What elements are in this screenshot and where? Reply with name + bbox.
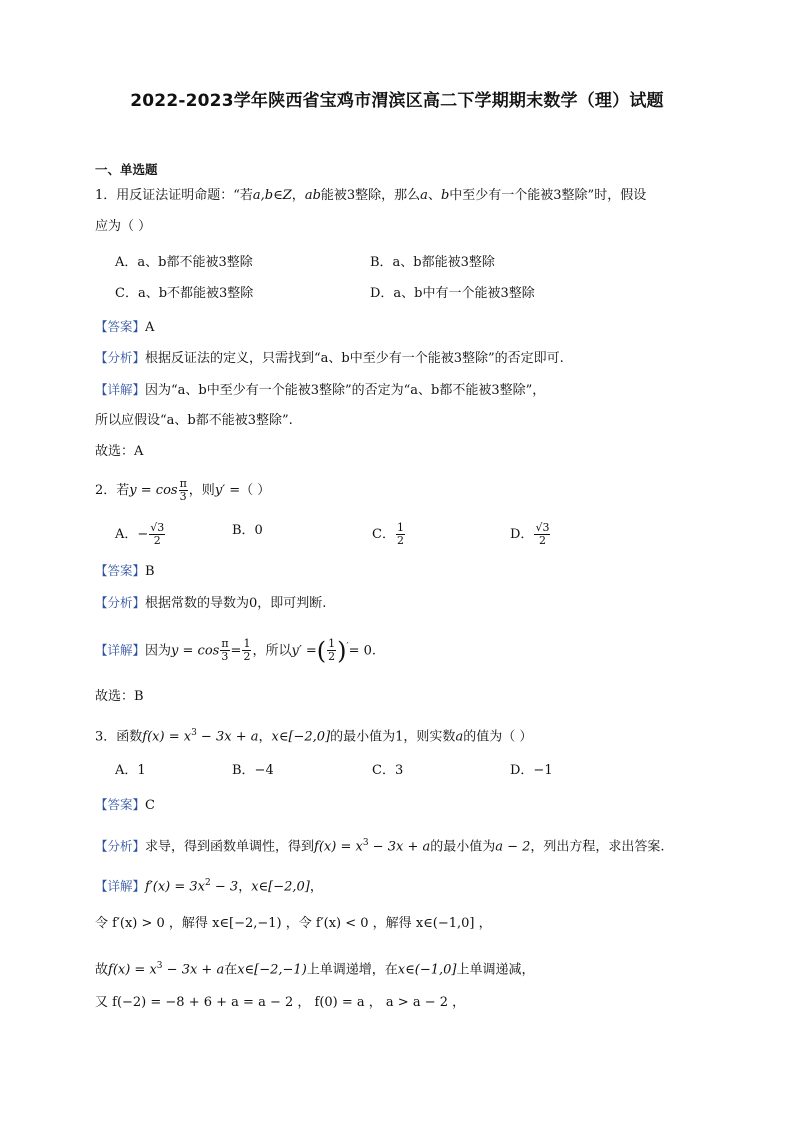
q1-stem: 1．用反证法证明命题：“若a,b∈Z，ab能被3整除，那么a、b中至少有一个能被3整除”时，假设 (95, 188, 647, 203)
q3-detail-4: 又 f(−2) = −8 + 6 + a = a − 2 ， f(0) = a ， a > a − 2 ， (95, 995, 466, 1010)
q3-option-c: C．3 (372, 763, 404, 778)
q1-option-d: D．a、b中有一个能被3整除 (370, 286, 535, 301)
section-heading: 一、单选题 (95, 162, 158, 177)
q1-select: 故选：A (95, 444, 144, 459)
q2-select: 故选：B (95, 689, 144, 704)
q3-option-d: D．−1 (510, 763, 553, 778)
q1-analysis: 【分析】根据反证法的定义，只需找到“a、b中至少有一个能被3整除”的否定即可. (95, 350, 564, 366)
q2-option-b: B．0 (232, 523, 263, 538)
q3-option-b: B．−4 (232, 763, 274, 778)
q1-detail: 【详解】因为“a、b中至少有一个能被3整除”的否定为“a、b都不能被3整除”， (95, 382, 546, 398)
q3-analysis: 【分析】求导，得到函数单调性，得到$f(x) = x^3 - 3x + a$的最小值为a − 2，列出方程，求出答案. (95, 838, 665, 855)
q2-option-d: D． $\frac{√3}{2}$ (510, 521, 550, 547)
q3-option-a: A．1 (115, 763, 146, 778)
q3-detail-2: 令 f′(x) > 0 ，解得 x∈[−2,−1) ，令 f′(x) < 0 ，解得 x∈(−1,0] ， (95, 916, 492, 931)
q2-detail: 【详解】因为y = cos $\frac{\pi}{3}$ = $\frac{1}{2}$ ，所以y′ =( $\frac{1}{2}$ )′= 0. (95, 636, 377, 665)
q3-detail-1: 【详解】$f'(x) = 3x^2 - 3$，x∈[−2,0]， (95, 878, 323, 895)
q2-stem: 2．若y = cos $\frac{\pi}{3}$ ，则y′ =（ ） (95, 477, 271, 503)
q3-detail-3: 故$f(x) = x^3 - 3x + a$在x∈[−2,−1)上单调递增，在x∈(−1,0]上单调递减， (95, 961, 535, 978)
q1-answer: 【答案】A (95, 319, 155, 335)
q1-option-a: A．a、b都不能被3整除 (115, 255, 253, 270)
q2-option-c: C． $\frac{1}{2}$ (372, 521, 404, 547)
q1-detail-cont: 所以应假设“a、b都不能被3整除”. (95, 413, 293, 428)
q2-answer: 【答案】B (95, 563, 155, 579)
q1-option-b: B．a、b都能被3整除 (370, 255, 495, 270)
q2-option-a: A．− $\frac{√3}{2}$ (115, 521, 165, 547)
q2-analysis: 【分析】根据常数的导数为0，即可判断. (95, 595, 327, 611)
q3-stem: 3．函数$f(x) = x^3 - 3x + a$，x∈[−2,0]的最小值为1，则实数a的值为（ ） (95, 728, 533, 745)
q1-stem-cont: 应为（ ） (95, 219, 152, 234)
page-title: 2022-2023学年陕西省宝鸡市渭滨区高二下学期期末数学（理）试题 (130, 91, 664, 111)
q1-option-c: C．a、b不都能被3整除 (115, 286, 254, 301)
q3-answer: 【答案】C (95, 797, 155, 813)
